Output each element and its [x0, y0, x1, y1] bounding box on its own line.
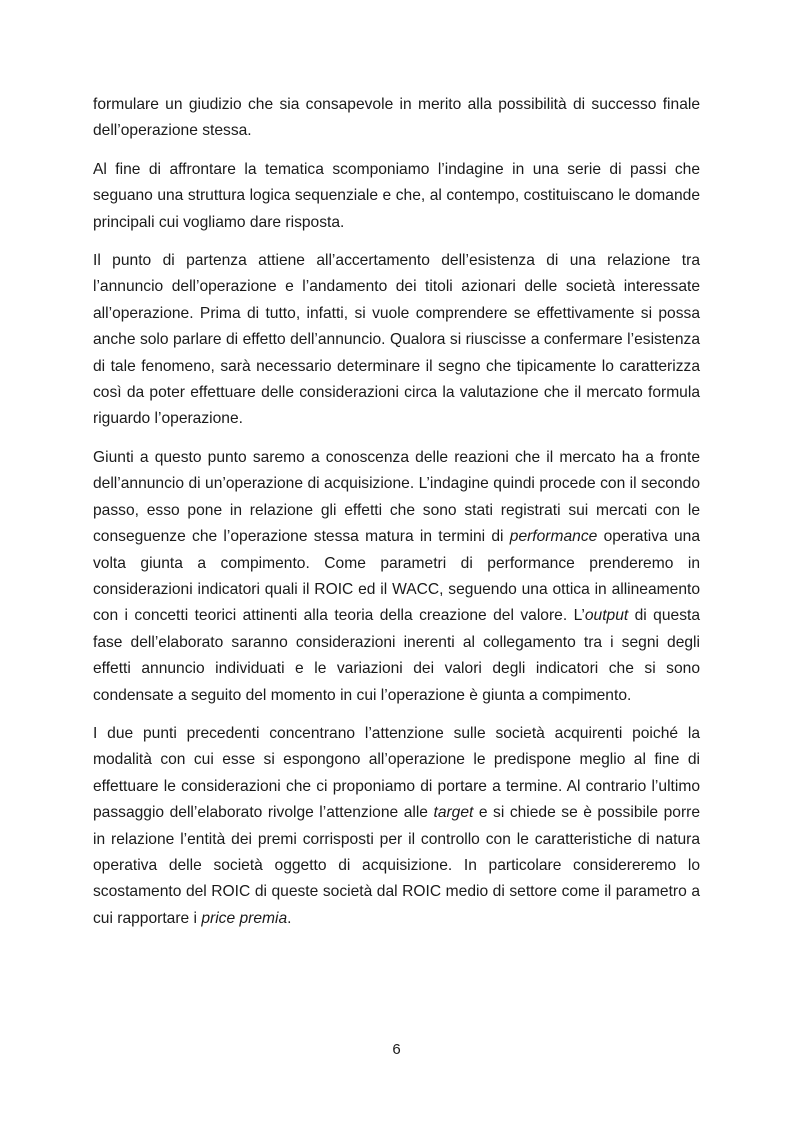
paragraph-5-text-a: I due punti precedenti concentrano l’attenzione sulle società acquirenti poiché la modalità con cui esse si espongono all’operazione le predispone meglio al fine di effettuare le considerazioni che ci proponiamo di portare a termine. Al contrario l’ultimo passaggio dell’elaborato rivolge l’attenzione alle	[93, 724, 700, 822]
paragraph-3-text: Il punto di partenza attiene all’accertamento dell’esistenza di una relazione tra l’annuncio dell’operazione e l’andamento dei titoli azionari delle società interessate all’operazione. Prima di tutto, infatti, si vuole comprendere se effettivamente si possa anche solo parlare di effetto dell’annuncio. Qualora si riuscisse a confermare l’esistenza di tale fenomeno, sarà necessario determinare il segno che tipicamente lo caratterizza così da poter effettuare delle considerazioni circa la valutazione che il mercato formula riguardo l’operazione.	[93, 252, 700, 428]
italic-term-target: target	[433, 804, 474, 822]
italic-term-performance: performance	[509, 528, 598, 546]
italic-term-output: output	[584, 607, 629, 625]
paragraph-2-text: Al fine di affrontare la tematica scomponiamo l’indagine in una serie di passi che seguano una struttura logica sequenziale e che, al contempo, costituiscano le domande principali cui vogliamo dare risposta.	[93, 160, 700, 231]
body-text	[93, 92, 700, 944]
paragraph-5-text-b: e si chiede se è possibile porre in relazione l’entità dei premi corrisposti per il controllo con le caratteristiche di natura operativa delle società oggetto di acquisizione. In particolare considereremo lo scostamento del ROIC di queste società dal ROIC medio di settore come il parametro a cui rapportare i	[93, 804, 701, 927]
page-number: 6	[392, 1041, 401, 1058]
paragraph-2	[93, 157, 700, 236]
italic-term-price-premia: price premia	[201, 909, 288, 927]
paragraph-5	[93, 721, 700, 932]
paragraph-3	[93, 248, 700, 433]
paragraph-1-text: formulare un giudizio che sia consapevole in merito alla possibilità di successo finale dell’operazione stessa.	[93, 96, 700, 140]
paragraph-4-text-b: operativa una volta giunta a compimento. Come parametri di performance prenderemo in considerazioni indicatori quali il ROIC ed il WACC, seguendo una ottica in allineamento con i concetti teorici attinenti alla teoria della creazione del valore. L’	[93, 528, 701, 625]
paragraph-4-text-a: Giunti a questo punto saremo a conoscenza delle reazioni che il mercato ha a fronte dell’annuncio di un’operazione di acquisizione. L’indagine quindi procede con il secondo passo, esso pone in relazione gli effetti che sono stati registrati sui mercati con le conseguenze che l’operazione stessa matura in termini di	[93, 448, 700, 546]
paragraph-5-text-c: .	[287, 909, 292, 927]
paragraph-1	[93, 92, 700, 145]
paragraph-4-text-c: di questa fase dell’elaborato saranno considerazioni inerenti al collegamento tra i segni degli effetti annuncio individuati e le variazioni dei valori degli indicatori che si sono condensate a seguito del momento in cui l’operazione è giunta a compimento.	[93, 607, 701, 704]
paragraph-4	[93, 445, 700, 709]
